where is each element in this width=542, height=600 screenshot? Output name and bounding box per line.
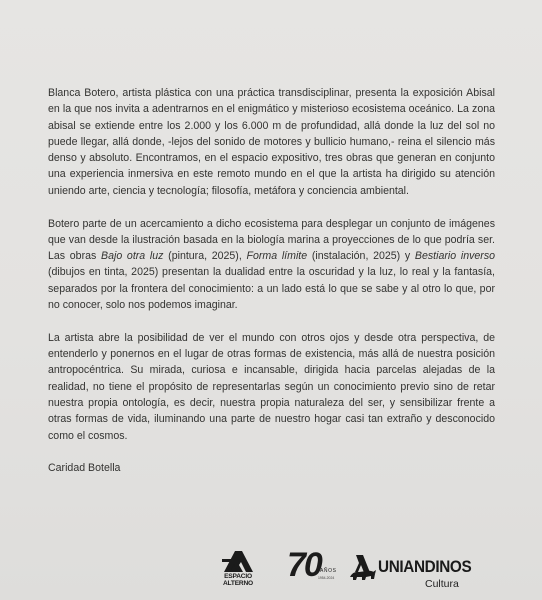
uniandinos-icon <box>347 555 377 581</box>
anniversary-70-logo <box>287 546 343 586</box>
paragraph-works-text-2: (pintura, 2025), <box>163 250 247 263</box>
work-title-bestiario-inverso: Bestiario inverso <box>414 250 496 263</box>
paragraph-intro: Blanca Botero, artista plástica con una práctica transdisciplinar, presenta la exposición Abisal en la que nos invita a adentrarnos en el enigmático y misterioso ecosistema oceánico. La zona abisal se extiende entre los 2.000 y los 6.000 m de profundidad, allá donde la luz del sol no puede llegar, allá donde, -lejos del sonido de motores y bullicio humano,- reina el silencio más denso y absoluto. Encontramos, en el espacio expositivo, tres obras que generan en conjunto una experiencia inmersiva en este remoto mundo en el que la artista ha dirigido su atención uniendo arte, ciencia y tecnología; filosofía, metáfora y conciencia ambiental. <box>48 87 495 197</box>
sponsor-logos <box>0 548 542 600</box>
paragraph-works <box>48 216 495 314</box>
paragraph-works-text-4: (dibujos en tinta, 2025) presentan la dualidad entre la oscuridad y la luz, lo real y la fantasía, separados por la frontera del conocimiento: a un lado está lo que se sabe y al otro lo que, por no conocer, solo nos podemos imaginar. <box>48 266 495 312</box>
exhibition-text <box>48 85 495 477</box>
uniandinos-cultura-logo <box>345 556 485 596</box>
uniandinos-wordmark: UNIANDINOS <box>378 557 472 576</box>
espacio-alterno-line-1: ESPACIO <box>224 573 252 580</box>
uniandinos-tagline: Cultura <box>425 578 459 590</box>
anniversary-number: 70 <box>287 546 321 584</box>
espacio-alterno-icon <box>222 550 254 572</box>
espacio-alterno-logo <box>218 550 258 590</box>
anniversary-dates: 1954-2024 <box>318 576 335 580</box>
paragraph-perspective: La artista abre la posibilidad de ver el mundo con otros ojos y desde otra perspectiva, de entenderlo y ponernos en el lugar de otras formas de existencia, más allá de nuestra posición antropocéntrica. Su mirada, curiosa e incansable, dirigida hacia parcelas alejadas de la realidad, no tiene el propósito de representarlas según un conocimiento previo sino de retar nuestra propia ontología, es decir, nuestra propia naturaleza del ser, y sensibilizar frente a otras formas de vida, iluminando una parte de nuestro hogar casi tan extraño y desconocido como el cosmos. <box>48 331 495 442</box>
work-title-bajo-otra-luz: Bajo otra luz <box>101 250 164 263</box>
espacio-alterno-line-2: ALTERNO <box>223 580 253 587</box>
author-signature: Caridad Botella <box>48 462 121 475</box>
work-title-forma-limite: Forma límite <box>246 250 308 263</box>
paragraph-works-text-1: Botero parte de un acercamiento a dicho ecosistema para desplegar un conjunto de imágenes que van desde la ilustración basada en la biología marina a proyecciones de lo que podría ser. Las obras <box>48 217 495 263</box>
anniversary-years: AÑOS <box>320 568 337 574</box>
paragraph-works-text-3: (instalación, 2025) y <box>307 250 415 263</box>
